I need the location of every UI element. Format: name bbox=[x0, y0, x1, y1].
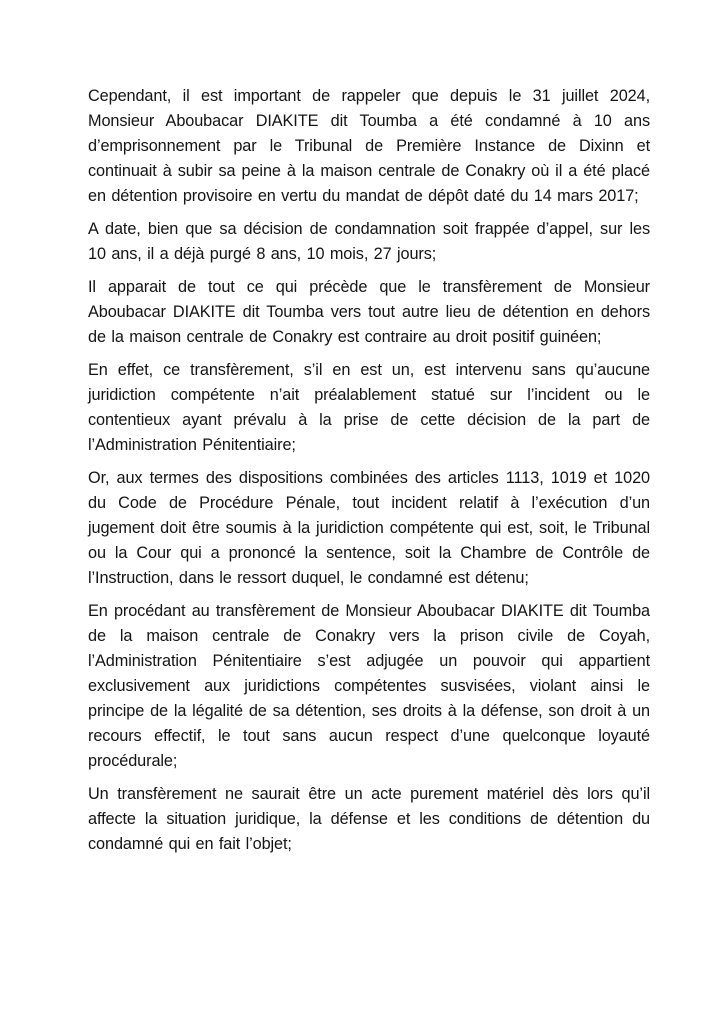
paragraph: Il apparait de tout ce qui précède que le transfèrement de Monsieur Aboubacar DIAKITE dit Toumba vers tout autre lieu de détention en dehors de la maison centrale de Conakry est contraire au droit positif guinéen; bbox=[88, 278, 650, 346]
paragraph: Cependant, il est important de rappeler que depuis le 31 juillet 2024, Monsieur Aboubacar DIAKITE dit Toumba a été condamné à 10 ans d’emprisonnement par le Tribunal de Première Instance de Dixinn et continuait à subir sa peine à la maison centrale de Conakry où il a été placé en détention provisoire en vertu du mandat de dépôt daté du 14 mars 2017; bbox=[88, 87, 650, 205]
paragraph: Un transfèrement ne saurait être un acte purement matériel dès lors qu’il affecte la situation juridique, la défense et les conditions de détention du condamné qui en fait l’objet; bbox=[88, 785, 650, 853]
paragraph: En procédant au transfèrement de Monsieur Aboubacar DIAKITE dit Toumba de la maison centrale de Conakry vers la prison civile de Coyah, l’Administration Pénitentiaire s’est adjugée un pouvoir qui appartient exclusivement aux juridictions compétentes susvisées, violant ainsi le principe de la légalité de sa détention, ses droits à la défense, son droit à un recours effectif, le tout sans aucun respect d’une quelconque loyauté procédurale; bbox=[88, 602, 650, 770]
paragraph: A date, bien que sa décision de condamnation soit frappée d’appel, sur les 10 ans, il a déjà purgé 8 ans, 10 mois, 27 jours; bbox=[88, 220, 650, 263]
document-body bbox=[88, 84, 650, 857]
paragraph: En effet, ce transfèrement, s’il en est un, est intervenu sans qu’aucune juridiction compétente n’ait préalablement statué sur l’incident ou le contentieux ayant prévalu à la prise de cette décision de la part de l’Administration Pénitentiaire; bbox=[88, 361, 650, 454]
paragraph: Or, aux termes des dispositions combinées des articles 1113, 1019 et 1020 du Code de Procédure Pénale, tout incident relatif à l’exécution d’un jugement doit être soumis à la juridiction compétente qui est, soit, le Tribunal ou la Cour qui a prononcé la sentence, soit la Chambre de Contrôle de l’Instruction, dans le ressort duquel, le condamné est détenu; bbox=[88, 469, 650, 587]
